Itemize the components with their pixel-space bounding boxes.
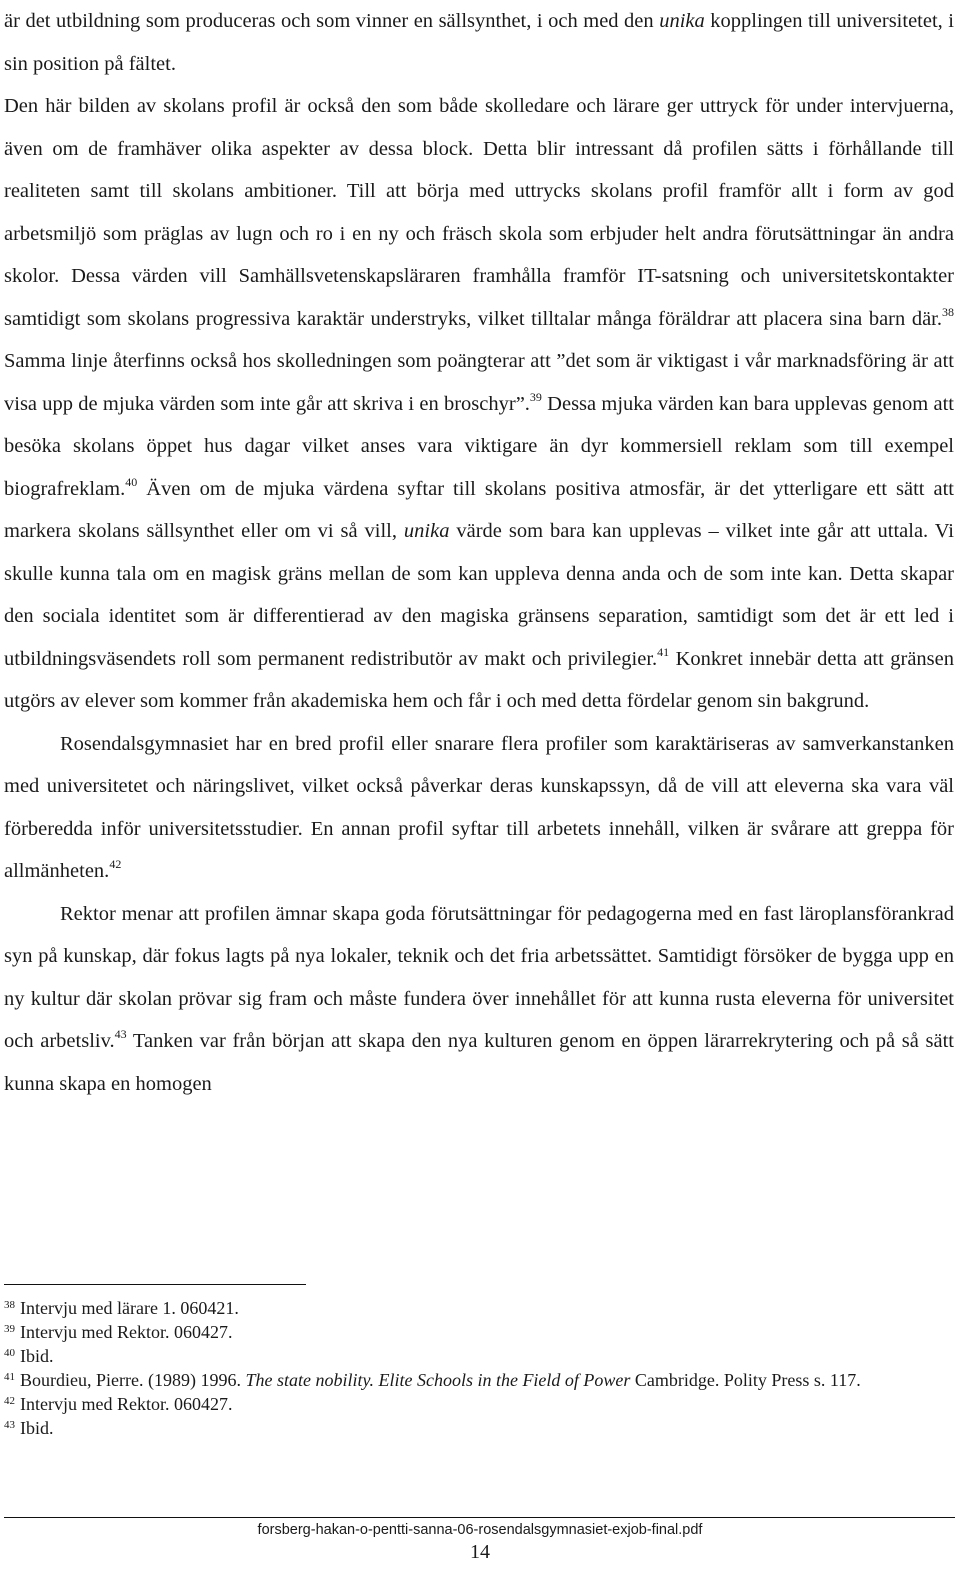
- footnote-text: Intervju med Rektor. 060427.: [20, 1322, 233, 1342]
- footnote-ref-39[interactable]: 39: [529, 389, 542, 404]
- emphasis: unika: [659, 10, 705, 32]
- text-span: Dessa mjuka värden kan bara upplevas genom att besöka skolans öppet hus dagar vilket anses vara viktigare än dyr kommersiell reklam som till exempel biografreklam.: [4, 392, 954, 500]
- footnote-text: Bourdieu, Pierre. (1989) 1996.: [20, 1370, 246, 1390]
- text-span: Rektor menar att profilen ämnar skapa goda förutsättningar för pedagogerna med en fast läroplansförankrad syn på kunskap, där fokus lagts på nya lokaler, teknik och det fria arbetssättet. Samtidigt försöker de bygga upp en ny kultur där skolan prövar sig fram och måste fundera över innehållet för att kunna rusta eleverna för universitet och arbetsliv.: [4, 902, 954, 1052]
- paragraph-3: [4, 893, 954, 1106]
- footnote-number: 42: [4, 1395, 15, 1407]
- emphasis: unika: [403, 520, 450, 542]
- footnote-number: 41: [4, 1371, 15, 1383]
- footnote-41: [4, 1368, 954, 1392]
- paragraph-1: [4, 0, 954, 723]
- footnote-book-title: The state nobility. Elite Schools in the Field of Power: [245, 1370, 631, 1390]
- text-span: Även om de mjuka värdena syftar till skolans positiva atmosfär, är det ytterligare ett sätt att markera skolans sällsynthet eller om vi så vill,: [4, 477, 954, 542]
- footnote-separator: [4, 1284, 306, 1285]
- footer-filename: forsberg-hakan-o-pentti-sanna-06-rosendalsgymnasiet-exjob-final.pdf: [257, 1522, 703, 1538]
- footnote-number: 40: [4, 1347, 15, 1359]
- footnote-43: [4, 1416, 954, 1440]
- text-span: Rosendalsgymnasiet har en bred profil eller snarare flera profiler som karaktäriseras av samverkanstanken med universitetet och näringslivet, vilket också påverkar deras kunskapssyn, då de vill att eleverna ska vara väl förberedda inför universitetsstudier. En annan profil syftar till arbetets innehåll, vilken är svårare att greppa för allmänheten.: [4, 732, 954, 882]
- paragraph-2: [4, 723, 954, 893]
- text-span: Den här bilden av skolans profil är också den som både skolledare och lärare ger uttryck för under intervjuerna, även om de framhäver olika aspekter av dessa block. Detta blir intressant då profilen sätts i förhållande till realiteten samt till skolans ambitioner. Till att börja med uttrycks skolans profil framför allt i form av god arbetsmiljö som präglas av lugn och ro i en ny och fräsch skola som erbjuder helt andra förutsättningar än andra skolor. Dessa värden vill Samhällsvetenskapsläraren framhålla framför IT-satsning och universitetskontakter samtidigt som skolans progressiva karaktär understryks, vilket tilltalar många föräldrar att placera sina barn där.: [4, 95, 954, 330]
- footnote-39: [4, 1320, 954, 1344]
- footnote-text: Cambridge. Polity Press s. 117.: [630, 1370, 861, 1390]
- footnote-text: Intervju med Rektor. 060427.: [20, 1394, 233, 1414]
- text-span: Samma linje återfinns också hos skolledningen som poängterar att ”det som är viktigast i vår marknadsföring är att visa upp de mjuka värden som inte går att skriva i en broschyr”.: [4, 350, 954, 415]
- footnote-number: 43: [4, 1419, 15, 1431]
- footnote-text: Intervju med lärare 1. 060421.: [20, 1298, 239, 1318]
- footnote-ref-43[interactable]: 43: [114, 1027, 127, 1041]
- footnote-number: 39: [4, 1323, 15, 1335]
- footer-separator: [4, 1517, 955, 1518]
- body-text: [4, 0, 954, 1105]
- footnote-number: 38: [4, 1299, 15, 1311]
- text-span: är det utbildning som produceras och som vinner en sällsynthet, i och med den: [4, 10, 660, 32]
- footnote-ref-40[interactable]: 40: [125, 474, 138, 489]
- text-span: Konkret innebär detta att gränsen utgörs av elever som kommer från akademiska hem och får i och med detta fördelar genom sin bakgrund.: [4, 647, 954, 712]
- footnote-ref-41[interactable]: 41: [657, 644, 670, 659]
- footnote-38: [4, 1296, 954, 1320]
- footnote-text: Ibid.: [20, 1418, 54, 1438]
- text-span: kopplingen till universitetet, i sin position på fältet.: [4, 10, 955, 75]
- page-number: 14: [470, 1541, 490, 1563]
- footnote-42: [4, 1392, 954, 1416]
- footnote-text: Ibid.: [20, 1346, 54, 1366]
- footnotes: [4, 1296, 954, 1440]
- text-span: Tanken var från början att skapa den nya kulturen genom en öppen lärarrekrytering och på så sätt kunna skapa en homogen: [4, 1030, 954, 1095]
- footnote-40: [4, 1344, 954, 1368]
- text-span: värde som bara kan upplevas – vilket inte går att uttala. Vi skulle kunna tala om en magisk gräns mellan de som kan uppleva denna anda och de som inte kan. Detta skapar den sociala identitet som är differentierad av den magiska gränsens separation, samtidigt som det är ett led i utbildningsväsendets roll som permanent redistributör av makt och privilegier.: [4, 520, 954, 670]
- footnote-ref-38[interactable]: 38: [942, 304, 954, 319]
- footnote-ref-42[interactable]: 42: [109, 857, 122, 871]
